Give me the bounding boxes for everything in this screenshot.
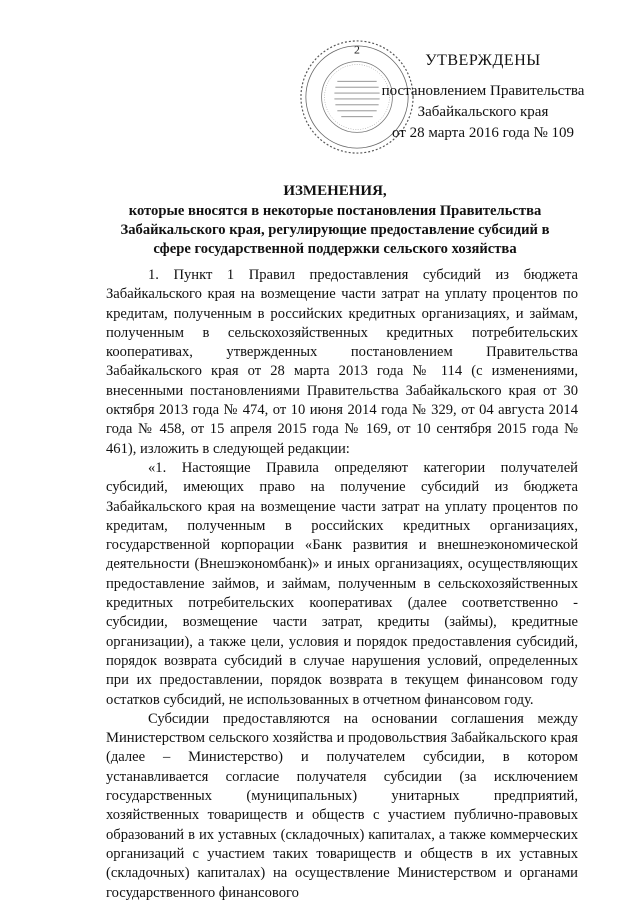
page-number: 2 xyxy=(354,42,360,57)
paragraph-2: «1. Настоящие Правила определяют категории получателей субсидий, имеющих право на получение субсидий из бюджета Забайкальского края на возмещение части затрат на уплату процентов по кредитам, полученным в российских кредитных организациях, государственной корпорации «Банк развития и внешнеэкономической деятельности (Внешэкономбанк)» и иных организациях, осуществляющих предоставление займов, и займам, полученным в сельскохозяйственных кредитных потребительских кооперативах (далее соответственно - субсидии, возмещение части затрат, кредиты (займы), кредитные организации), а также цели, условия и порядок предоставления субсидий, порядок возврата субсидий в случае нарушения условий, определенных при их предоставлении, порядок возврата в текущем финансовом году остатков субсидий, не использованных в отчетном финансовом году. xyxy=(106,459,578,708)
approval-line-1: постановлением Правительства xyxy=(381,83,585,99)
document-body xyxy=(106,266,578,903)
document-title xyxy=(100,182,570,259)
approval-block xyxy=(378,50,588,144)
title-subtitle: которые вносятся в некоторые постановления Правительства Забайкальского края, регулирующие предоставление субсидий в сфере государственной поддержки сельского хозяйства xyxy=(120,203,550,257)
approval-line-2: Забайкальского края xyxy=(417,104,549,120)
paragraph-1: 1. Пункт 1 Правил предоставления субсидий из бюджета Забайкальского края на возмещение части затрат на уплату процентов по кредитам, полученным в российских кредитных организациях, и займам, полученным в сельскохозяйственных кредитных потребительских кооперативах, утвержденных постановлением Правительства Забайкальского края от 28 марта 2013 года № 114 (с изменениями, внесенными постановлениями Правительства Забайкальского края от 30 октября 2013 года № 474, от 10 июня 2014 года № 329, от 04 августа 2014 года № 458, от 15 апреля 2015 года № 169, от 10 сентября 2015 года № 461), изложить в следующей редакции: xyxy=(106,267,578,457)
paragraph-3: Субсидии предоставляются на основании соглашения между Министерством сельского хозяйства и продовольствия Забайкальского края (далее – Министерство) и получателем субсидии, в котором устанавливается согласие получателя субсидии (за исключением государственных (муниципальных) унитарных предприятий, хозяйственных товариществ и обществ с участием публично-правовых образований в их уставных (складочных) капиталах, а также коммерческих организаций с участием таких товариществ и обществ в их уставных (складочных) капиталах) на осуществление Министерством и органами государственного финансового xyxy=(106,710,578,901)
title-main: ИЗМЕНЕНИЯ, xyxy=(283,183,387,199)
approval-heading: УТВЕРЖДЕНЫ xyxy=(425,52,541,69)
approval-line-3: от 28 марта 2016 года № 109 xyxy=(391,125,575,141)
